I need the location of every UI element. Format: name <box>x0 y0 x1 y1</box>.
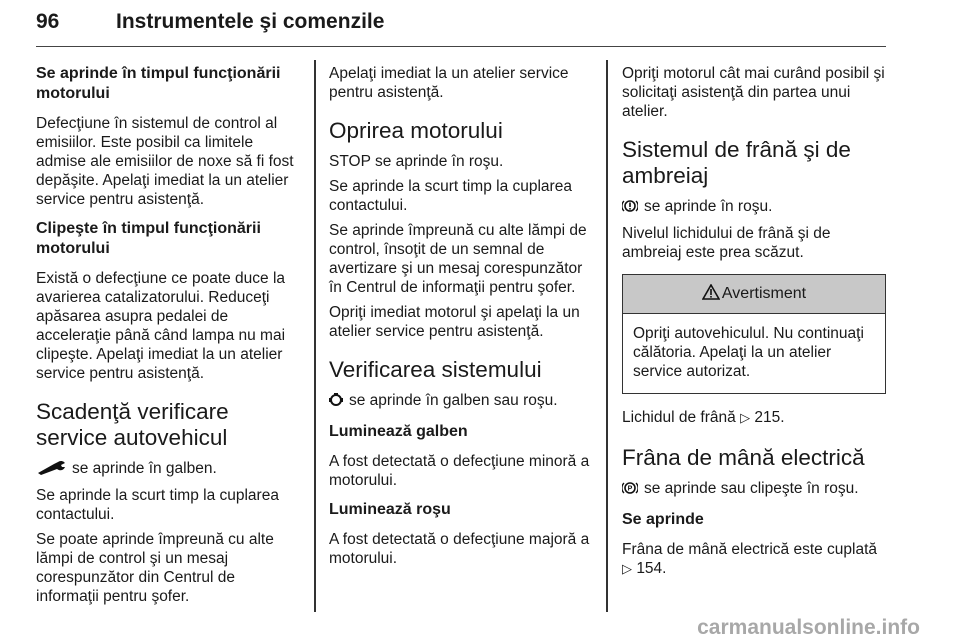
warning-box <box>622 274 886 394</box>
brake-text: se aprinde în roşu. <box>644 198 773 215</box>
heading-lights-red: Luminează roşu <box>329 501 451 518</box>
column-2 <box>329 64 591 574</box>
paragraph: STOP se aprinde în roşu. <box>329 153 504 170</box>
page-title: Instrumentele şi comenzile <box>116 10 385 33</box>
warning-text: Opriţi autovehiculul. Nu continuaţi călătoria. Apelaţi la un atelier service autorizat. <box>633 325 864 380</box>
page-number: 96 <box>36 10 60 33</box>
paragraph: A fost detectată o defecţiune minoră a motorului. <box>329 453 590 489</box>
svg-text:P: P <box>627 485 633 493</box>
paragraph: Opriţi imediat motorul şi apelaţi la un atelier service pentru asistenţă. <box>329 304 580 340</box>
paragraph <box>622 408 886 427</box>
paragraph <box>622 479 886 500</box>
watermark: carmanualsonline.info <box>697 616 920 639</box>
paragraph: Se aprinde la scurt timp la cuplarea contactului. <box>36 487 279 523</box>
paragraph: Defecţiune în sistemul de control al emisiilor. Este posibil ca limitele admise ale emisiilor de noxe să fi fost depăşite. Apelaţi imediat la un atelier service pentru asistenţă. <box>36 115 294 208</box>
column-divider <box>606 60 608 612</box>
column-divider <box>314 60 316 612</box>
paragraph: Nivelul lichidului de frână şi de ambreiaj este prea scăzut. <box>622 225 831 261</box>
arrow-ref-icon: ▷ <box>740 410 751 425</box>
warning-body <box>623 314 885 393</box>
check-system-icon <box>329 393 343 412</box>
paragraph: Există o defecţiune ce poate duce la avarierea catalizatorului. Reduceţi apăsarea asupra pedalei de acceleraţie până când lampa nu mai clipeşte. Apelaţi imediat la un atelier service pentru asistenţă. <box>36 270 286 382</box>
brake-circle-icon <box>622 199 638 218</box>
paragraph <box>36 459 302 480</box>
warning-header <box>623 275 885 314</box>
epb-text: se aprinde sau clipeşte în roşu. <box>644 480 859 497</box>
heading-brake-system: Sistemul de frână şi de ambreiaj <box>622 137 851 188</box>
fluid-text: Lichidul de frână <box>622 409 736 426</box>
arrow-ref-icon: ▷ <box>622 561 632 576</box>
paragraph: Se aprinde împreună cu alte lămpi de control, însoţit de un semnal de avertizare şi un mesaj corespunzător în Centrul de informaţii pentru şofer. <box>329 222 587 296</box>
paragraph <box>622 540 886 578</box>
heading-service-due: Scadenţă verificare service autovehicul <box>36 399 229 450</box>
wrench-icon <box>36 459 66 480</box>
paragraph: Se aprinde la scurt timp la cuplarea contactului. <box>329 178 572 214</box>
paragraph: A fost detectată o defecţiune majoră a motorului. <box>329 531 590 567</box>
heading-lights-on: Se aprinde <box>622 511 704 528</box>
heading-lights-yellow: Luminează galben <box>329 423 468 440</box>
paragraph: Apelaţi imediat la un atelier service pentru asistenţă. <box>329 65 569 101</box>
page-reference[interactable]: 215. <box>754 409 785 426</box>
check-text: se aprinde în galben sau roşu. <box>349 392 558 409</box>
page-reference[interactable]: 154. <box>636 560 667 577</box>
column-3 <box>622 64 886 584</box>
heading-flashes: Clipeşte în timpul funcţionării motorului <box>36 220 261 257</box>
column-1 <box>36 64 302 612</box>
heading-engine-stop: Oprirea motorului <box>329 118 503 143</box>
park-brake-icon <box>622 481 638 500</box>
page-header <box>36 6 886 47</box>
heading-lights-on: Se aprinde în timpul funcţionării motorului <box>36 65 281 102</box>
paragraph <box>622 197 886 218</box>
warning-triangle-icon <box>702 284 722 305</box>
paragraph: Se poate aprinde împreună cu alte lămpi de control şi un mesaj corespunzător din Centrul de informaţii pentru şofer. <box>36 531 274 605</box>
paragraph: Opriţi motorul cât mai curând posibil şi solicitaţi asistenţă din partea unui atelier. <box>622 65 885 120</box>
epb-engaged-text: Frâna de mână electrică este cuplată <box>622 541 878 558</box>
warning-title: Avertisment <box>721 285 807 302</box>
heading-system-check: Verificarea sistemului <box>329 357 542 382</box>
paragraph <box>329 391 591 412</box>
heading-electric-park-brake: Frâna de mână electrică <box>622 445 865 470</box>
service-text: se aprinde în galben. <box>72 460 217 477</box>
